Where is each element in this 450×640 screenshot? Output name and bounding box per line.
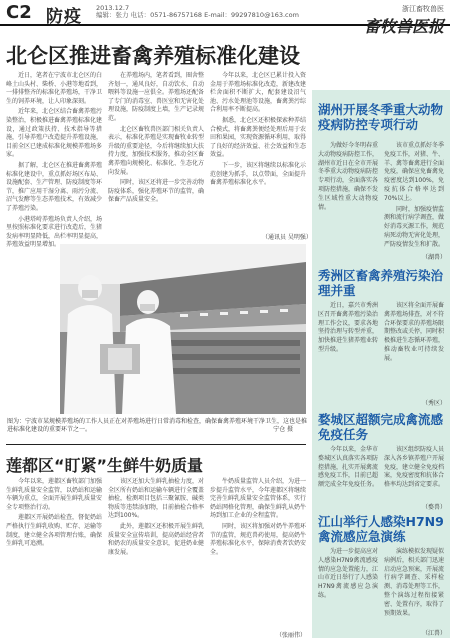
caption-text: 图为：宁波市某规模养殖场的工作人员正在对养殖场进行日常消毒和检查，确保畜禽养殖环境干净卫生，这也是推进标准化建设的重要环节之一。 — [7, 418, 308, 433]
paragraph: 今年以来，北仑区已累计投入资金用于养殖场标准化改造，新建改建栏舍面积不断扩大，配套建设沼气池、污水处理池等设施，畜禽粪污综合利用率不断提高。 — [210, 72, 307, 114]
paragraph: 近年来，北仑区结合畜禽养殖污染整治，积极推进畜禽养殖标准化建设，通过政策扶持、技术指导等措施，引导养殖户改造提升养殖设施，目前全区已建成标准化规模养殖场多家。 — [6, 108, 103, 159]
paragraph: 今年以来，莲都区畜牧部门加强生鲜乳质量安全监管，以奶站和运输车辆为重点，全面开展生鲜乳质量安全专项整治行动。 — [6, 478, 103, 511]
main-article-col-3 — [210, 72, 306, 232]
paper-nameplate — [364, 4, 444, 37]
farm-workers-image — [60, 244, 306, 414]
paragraph: 小港塔峙养殖场负责人介绍，场里按照标准化要求进行改造后，生猪发病率明显降低，出栏率明显提高，养殖效益明显增加。 — [6, 215, 103, 249]
sidebar-story-3-author: （婺兽） — [422, 504, 447, 511]
paragraph: 今年以来，金华市婺城区认真落实各项防控措施，扎实开展禽流感免疫工作，目前已超额完成全年免疫任务。 — [318, 446, 379, 489]
page-header — [0, 0, 450, 36]
paragraph: 此外，莲都区还积极开展生鲜乳质量安全宣传培训，提高奶站经营者和奶农的质量安全意识，促进奶业健康发展。 — [108, 522, 205, 556]
bottom-article-col-2 — [108, 478, 204, 636]
paragraph: 近日，嘉兴市秀洲区召开畜禽养殖污染治理工作会议，要求各地坚持治理与转型并重，加快推进生猪养殖业转型升级。 — [318, 302, 379, 353]
paragraph: 为进一步提高应对人感染H7N9禽流感疫情的应急处置能力，江山市近日举行了人感染H7N9禽流感应急演练。 — [318, 548, 379, 599]
editor-line: 编辑：张力 电话：0571-86757168 E-mail：99297810@163.com — [96, 11, 299, 19]
page-code: C2 — [6, 2, 32, 23]
section-name: 防疫 — [46, 7, 82, 27]
sidebar-story-3-headline: 婺城区超额完成禽流感免疫任务 — [318, 412, 444, 442]
paragraph: 该区将全面开展畜禽养殖场排查，对不符合环保要求的养殖场限期整改或关停，同时积极推进生态循环养殖，推动畜牧业可持续发展。 — [384, 302, 445, 362]
sidebar-story-3-col-1 — [318, 446, 378, 502]
bottom-article-col-3 — [210, 478, 306, 628]
paragraph: 在养殖场内，笔者看到，圈舍整齐划一，通风良好，自动饮水、自动喂料等设施一应俱全。养殖场还配备了专门的消毒室、兽医室和无害化处理设施，防疫制度上墙，生产记录规范。 — [108, 72, 205, 122]
paragraph: 下一步，该区将继续以标准化示范创建为抓手，以点带面，全面提升畜禽养殖标准化水平。 — [210, 161, 307, 187]
paragraph: 同时，该区将加强对奶牛养殖环节的监管，规范兽药使用，提高奶牛养殖标准化水平，保障消费者饮奶安全。 — [210, 522, 307, 556]
paragraph: 该市重点抓好冬季免疫工作，对猪、牛、羊、禽等畜禽进行全面免疫，确保应免畜禽免疫密度达到100%，免疫抗体合格率达到70%以上。 — [384, 142, 445, 202]
date-line: 2013.12.7 — [96, 4, 130, 12]
paragraph: 牛奶质量监管人员介绍，为进一步提升监管水平，今年莲都区将继续完善生鲜乳质量安全监管体系，实行奶站网格化管理，确保生鲜乳从奶牛场到加工企业的全程监管。 — [210, 478, 307, 520]
photo-caption — [7, 418, 307, 434]
sidebar-story-4-col-2 — [384, 548, 444, 630]
photo-credit: 宁仓 摄 — [273, 426, 293, 433]
paper-title: 畜牧兽医报 — [363, 17, 444, 36]
bottom-article-author: （张丽伟） — [276, 632, 307, 639]
main-headline: 北仑区推进畜禽养殖标准化建设 — [6, 44, 300, 68]
sidebar-story-2-col-1 — [318, 302, 378, 398]
paragraph: 近日，笔者在宁波市北仑区的白峰土山头村、柴桥、小港等地看到，一排排整齐的标准化养殖场，干净卫生的饲养环境，让人印象深刻。 — [6, 72, 103, 105]
paragraph: 该区组织防疫人员深入各乡镇养殖户开展免疫，建立健全免疫档案，免疫密度和抗体合格率均达到省定要求。 — [384, 446, 445, 489]
section-divider — [6, 444, 306, 445]
main-article-col-2 — [108, 72, 204, 240]
header-meta — [96, 5, 299, 19]
bottom-article-col-1 — [6, 478, 102, 636]
bottom-headline: 莲都区“盯紧”生鲜牛奶质量 — [6, 456, 204, 475]
paragraph: 演练模拟发现疑似病例后，相关部门迅速启动应急预案，开展流行病学调查、采样检测、消毒处理等工作，整个演练过程衔接紧密、处置有序，取得了预期效果。 — [384, 548, 445, 617]
paragraph: 该区还加大生鲜乳抽检力度，对全区所有奶站和运输车辆进行全覆盖抽检，检测项目包括三聚氰胺、碱类物质等违禁添加物，目前抽检合格率达到100%。 — [108, 478, 205, 520]
sidebar-story-2-author: （秀区） — [422, 400, 447, 407]
paragraph: 据了解，北仑区在推进畜禽养殖标准化建设中，重点抓好场区布局、设施配套、生产管理、防疫制度等环节，推广应用干湿分离、雨污分流、沼气发酵等生态养殖技术，有效减少了养殖污染。 — [6, 161, 103, 212]
paragraph: 同时，该区还将进一步完善动物防疫体系，强化养殖环节的监管，确保畜产品质量安全。 — [108, 179, 205, 204]
sidebar-story-1-headline: 湖州开展冬季重大动物疫病防控专项行动 — [318, 102, 444, 132]
sidebar-story-1-col-1 — [318, 142, 378, 252]
sidebar-story-2-headline: 秀洲区畜禽养殖污染治理并重 — [318, 268, 444, 298]
main-article-author: （通讯员 吴明强） — [262, 234, 312, 241]
paragraph: 为做好今冬明春重大动物疫病防控工作，湖州市近日在全市开展冬季重大动物疫病防控专项行动，全面落实各项防控措施，确保不发生区域性重大动物疫情。 — [318, 142, 379, 211]
sidebar-story-2-col-2 — [384, 302, 444, 398]
farm-photo — [60, 244, 306, 414]
sidebar-story-4-col-1 — [318, 548, 378, 630]
paragraph: 据悉，北仑区还积极探索种养结合模式，将畜禽粪便经处理后用于农田和果园，实现资源循环利用，取得了良好的经济效益、社会效益和生态效益。 — [210, 116, 307, 159]
sidebar-story-1-col-2 — [384, 142, 444, 252]
sidebar-story-1-author: （湖兽） — [422, 254, 447, 261]
sidebar-story-3-col-2 — [384, 446, 444, 502]
paper-subtitle: 浙江畜牧兽医 — [402, 5, 444, 13]
paragraph: 北仑区畜牧兽医部门相关负责人表示，标准化养殖是实现畜牧业转型升级的重要途径，今后将继续加大扶持力度，加强技术服务，推动全区畜禽养殖向规模化、标准化、生态化方向发展。 — [108, 125, 205, 176]
main-article-col-1 — [6, 72, 103, 249]
paragraph: 莲都区开展奶站检查，督促奶站严格执行生鲜乳收购、贮存、运输等制度，建立健全各项管理台账，确保生鲜乳可追溯。 — [6, 514, 103, 548]
news-sidebar — [312, 90, 450, 638]
sidebar-story-4-headline: 江山举行人感染H7N9禽流感应急演练 — [318, 514, 444, 544]
paragraph: 同时，加强疫情监测和流行病学调查，做好消毒灭源工作，规范病死动物无害化处理，严防疫情发生和扩散。 — [384, 205, 445, 248]
sidebar-story-4-author: （江兽） — [422, 630, 447, 637]
